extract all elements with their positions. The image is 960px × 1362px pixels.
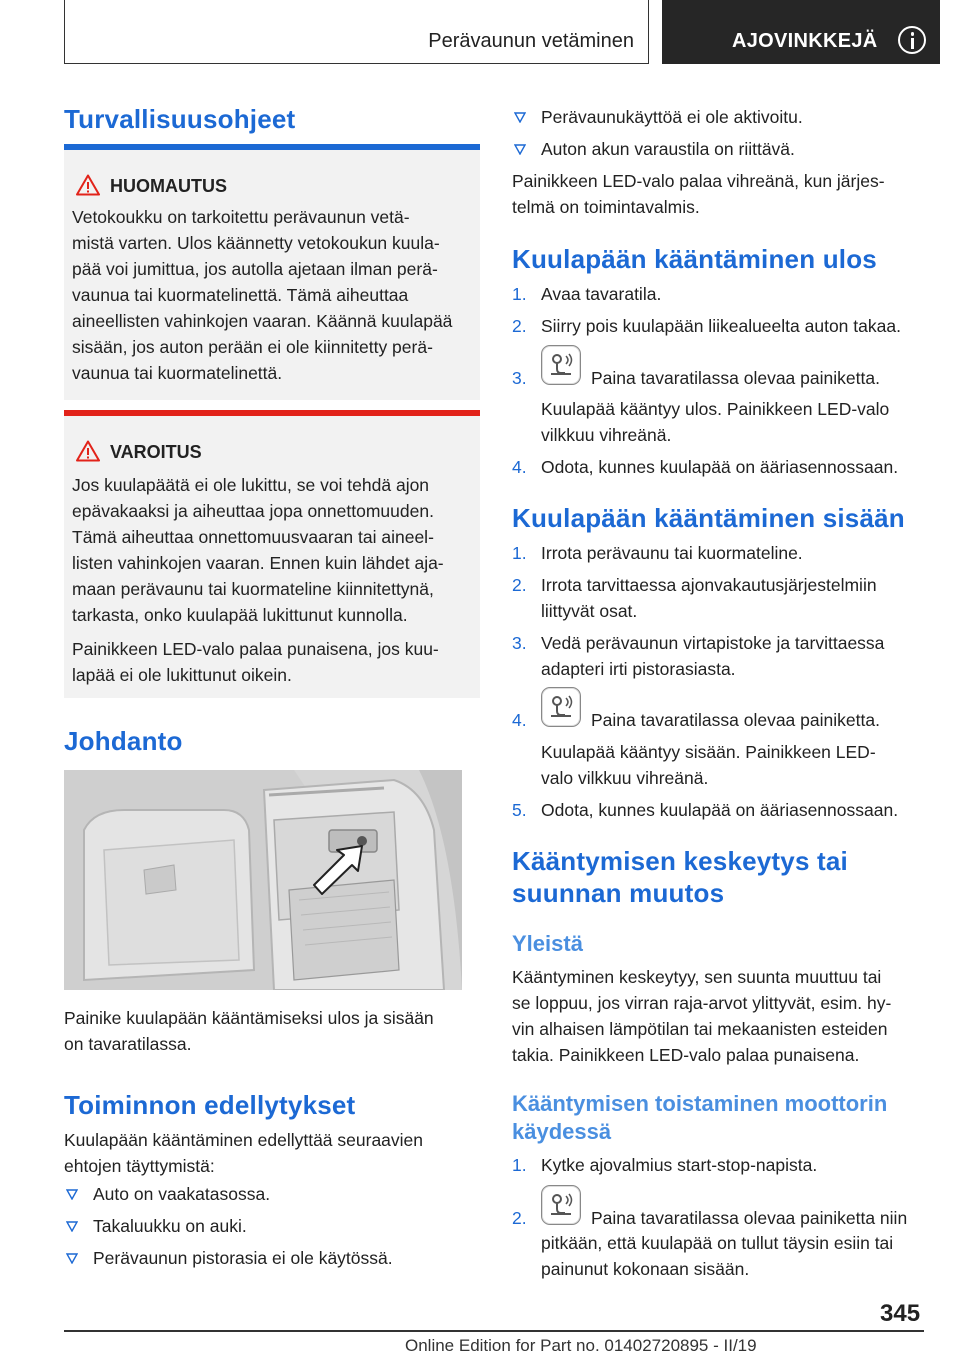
step-text: Irrota tarvittaessa ajonvakautusjärjestelmiin liittyvät osat. [541,575,877,621]
header-section-title: Perävaunun vetäminen [428,30,634,52]
list-item: Takaluukku on auki. [93,1216,247,1236]
step-number: 1. [512,543,527,563]
notice-text: Vetokoukku on tarkoitettu perävaunun vetä- mistä varten. Ulos käännetty vetokoukun kuula- pää voi jumittua, jos autolla ajetaan ilman perä- vaunua tai kuormatelinettä. Tämä aiheuttaa aineellisten vahinkojen vaaran. Käännä kuulapää sisään, jos auton perään ei ole kiinnitetty perä- vaunua tai kuormatelinettä. [72,207,453,383]
photo-caption: Painike kuulapään kääntämiseksi ulos ja sisään on tavaratilassa. [64,1008,434,1054]
step-text: Kytke ajovalmius start-stop-napista. [541,1155,818,1175]
header-chapter-box [662,0,940,64]
step-text: Paina tavaratilassa olevaa painiketta. [591,368,880,388]
step-number: 5. [512,800,527,820]
step-number: 2. [512,575,527,595]
footer-divider [64,1330,924,1332]
warning-triangle-icon [76,174,100,196]
interrupt-text: Kääntyminen keskeytyy, sen suunta muuttuu tai se loppuu, jos virran raja-arvot ylittyvät, esim. hy- vin alhaisen lämpötilan tai mekaanisten esteiden takia. Painikkeen LED-valo palaa punaisena. [512,967,892,1065]
step-result: Kuulapää kääntyy sisään. Painikkeen LED- valo vilkkuu vihreänä. [541,742,876,788]
bullet-triangle-icon [514,143,526,155]
step-result: Kuulapää kääntyy ulos. Painikkeen LED-valo vilkkuu vihreänä. [541,399,890,445]
bullet-triangle-icon [66,1252,78,1264]
page-number: 345 [880,1300,921,1327]
bullet-triangle-icon [66,1220,78,1232]
header-chapter-title: AJOVINKKEJÄ [732,30,878,52]
step-text: Avaa tavaratila. [541,284,662,304]
info-icon [898,26,926,54]
step-text-cont: pitkään, että kuulapää on tullut täysin esiin tai painunut kokonaan sisään. [541,1233,894,1279]
prereq-title: Toiminnon edellytykset [64,1090,356,1120]
list-item: Auto on vaakatasossa. [93,1184,271,1204]
header-section-box [64,0,649,64]
step-text: Paina tavaratilassa olevaa painiketta niin [591,1208,908,1228]
intro-title: Johdanto [64,726,183,756]
list-item: Auton akun varaustila on riittävä. [541,139,795,159]
safety-title: Turvallisuusohjeet [64,104,296,134]
step-text: Vedä perävaunun virtapistoke ja tarvittaessa adapteri irti pistorasiasta. [541,633,885,679]
bullet-triangle-icon [514,111,526,123]
step-text: Paina tavaratilassa olevaa painiketta. [591,710,880,730]
bullet-triangle-icon [66,1188,78,1200]
step-number: 1. [512,284,527,304]
warning-label: VAROITUS [110,442,202,462]
tow-hitch-button-icon [541,687,581,727]
step-text: Odota, kunnes kuulapää on ääriasennossaan. [541,457,899,477]
step-number: 4. [512,457,527,477]
step-number: 3. [512,633,527,653]
out-title: Kuulapään kääntäminen ulos [512,244,877,274]
footer-edition: Online Edition for Part no. 01402720895 - II/19 [405,1336,757,1355]
tow-hitch-button-icon [541,1185,581,1225]
step-number: 1. [512,1155,527,1175]
step-text: Odota, kunnes kuulapää on ääriasennossaan. [541,800,899,820]
notice-box [64,144,480,400]
warning-led-text: Painikkeen LED-valo palaa punaisena, jos kuu- lapää ei ole lukittunut oikein. [72,639,439,685]
list-item: Perävaunukäyttöä ei ole aktivoitu. [541,107,803,127]
prereq-intro: Kuulapään kääntäminen edellyttää seuraavien ehtojen täyttymistä: [64,1130,424,1176]
step-text: Siirry pois kuulapään liikealueelta auton takaa. [541,316,901,336]
trunk-photo [64,770,462,990]
notice-label: HUOMAUTUS [110,176,227,196]
interrupt-title: Kääntymisen keskeytys tai suunnan muutos [512,846,848,908]
warning-text: Jos kuulapäätä ei ole lukittu, se voi tehdä ajon epävakaaksi ja aiheuttaa jopa onnettomuuden. Tämä aiheuttaa onnettomuusvaaran tai aineel- listen vahinkojen vaaran. Ennen kuin lähdet aja- maan perävaunu tai kuormateline kiinnitettynä, tarkasta, onko kuulapää lukittunut kunnolla. [72,475,444,625]
list-item: Perävaunun pistorasia ei ole käytössä. [93,1248,393,1268]
tow-hitch-button-icon [541,345,581,385]
step-number: 4. [512,710,527,730]
repeat-subtitle: Kääntymisen toistaminen moottorin käydessä [512,1091,888,1144]
step-number: 3. [512,368,527,388]
step-text: Irrota perävaunu tai kuormateline. [541,543,803,563]
general-subtitle: Yleistä [512,931,583,956]
warning-triangle-icon [76,440,100,462]
ready-text: Painikkeen LED-valo palaa vihreänä, kun järjes- telmä on toimintavalmis. [512,171,885,217]
in-title: Kuulapään kääntäminen sisään [512,503,905,533]
warning-box [64,410,480,698]
step-number: 2. [512,1208,527,1228]
step-number: 2. [512,316,527,336]
